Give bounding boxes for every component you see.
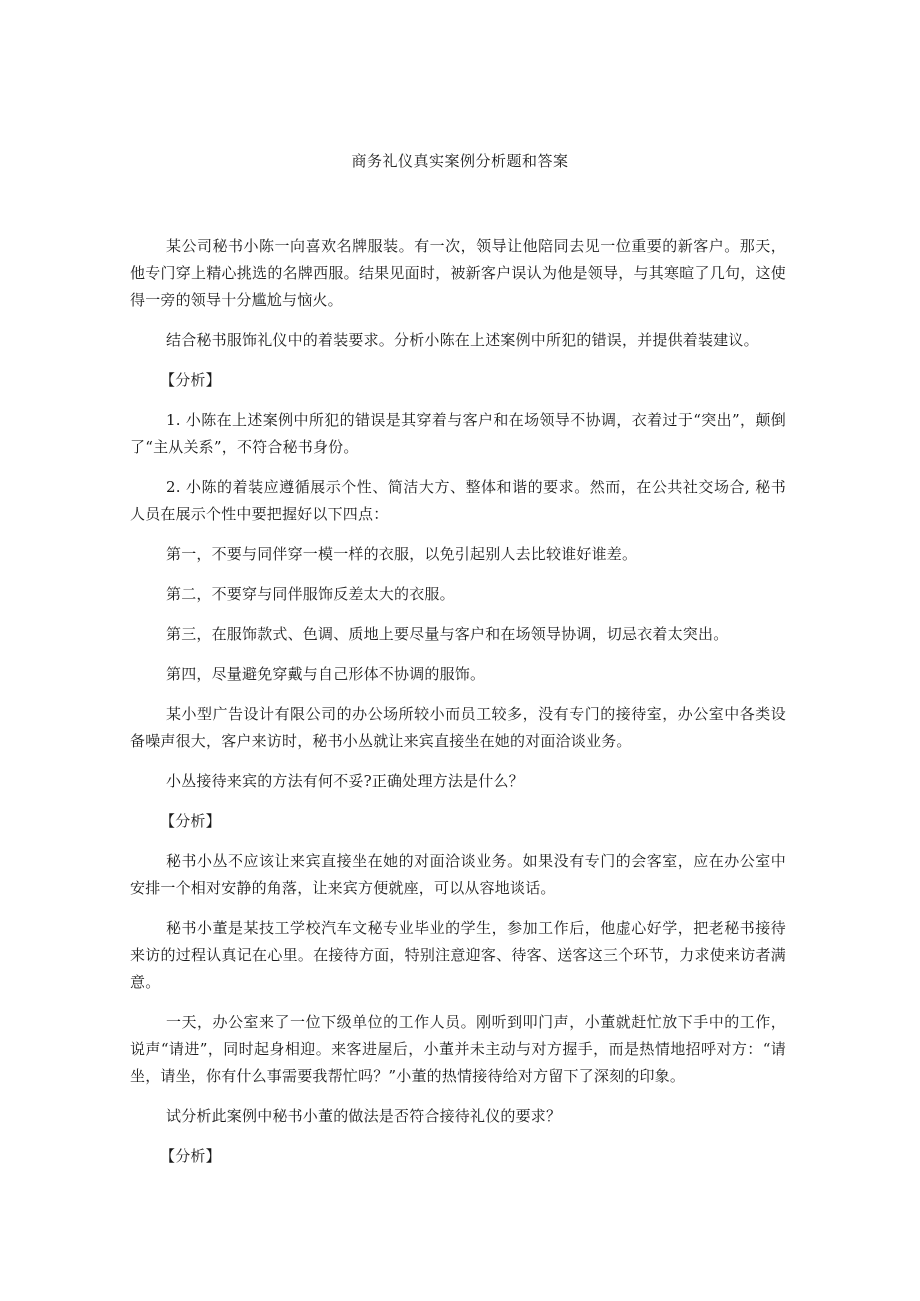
case3-paragraph-1: 秘书小董是某技工学校汽车文秘专业毕业的学生，参加工作后，他虚心好学，把老秘书接待来访的过程认真记在心里。在接待方面，特别注意迎客、待客、送客这三个环节，力求使来访者满意。 bbox=[130, 919, 786, 991]
case1-paragraph: 某公司秘书小陈一向喜欢名牌服装。有一次，领导让他陪同去见一位重要的新客户。那天，他专门穿上精心挑选的名牌西服。结果见面时，被新客户误认为他是领导，与其寒暄了几句，这使得一旁的领导十分尴尬与恼火。 bbox=[130, 237, 786, 309]
case3-analysis-heading: 【分析】 bbox=[160, 1147, 221, 1165]
case2-analysis-heading: 【分析】 bbox=[160, 812, 221, 830]
document-body bbox=[130, 233, 786, 1183]
case1-analysis-point-1: 1. 小陈在上述案例中所犯的错误是其穿着与客户和在场领导不协调，衣着过于“突出”，颠倒了“主从关系”，不符合秘书身份。 bbox=[130, 411, 786, 456]
case1-rule-4: 第四，尽量避免穿戴与自己形体不协调的服饰。 bbox=[166, 665, 486, 683]
case2-paragraph: 某小型广告设计有限公司的办公场所较小而员工较多，没有专门的接待室，办公室中各类设备噪声很大，客户来访时，秘书小丛就让来宾直接坐在她的对面洽谈业务。 bbox=[130, 705, 786, 750]
case1-analysis-point-2: 2. 小陈的着装应遵循展示个性、简洁大方、整体和谐的要求。然而，在公共社交场合, 秘书人员在展示个性中要把握好以下四点： bbox=[130, 478, 786, 523]
case1-rule-1: 第一，不要与同伴穿一模一样的衣服，以免引起别人去比较谁好谁差。 bbox=[166, 545, 638, 563]
case1-rule-3: 第三，在服饰款式、色调、质地上要尽量与客户和在场领导协调，切忌衣着太突出。 bbox=[166, 625, 729, 643]
case2-question: 小丛接待来宾的方法有何不妥?正确处理方法是什么？ bbox=[166, 772, 524, 790]
case1-analysis-heading: 【分析】 bbox=[160, 371, 221, 389]
case1-rule-2: 第二，不要穿与同伴服饰反差太大的衣服。 bbox=[166, 585, 455, 603]
case3-question: 试分析此案例中秘书小董的做法是否符合接待礼仪的要求？ bbox=[166, 1107, 562, 1125]
case1-question: 结合秘书服饰礼仪中的着装要求。分析小陈在上述案例中所犯的错误，并提供着装建议。 bbox=[166, 331, 759, 349]
case2-analysis: 秘书小丛不应该让来宾直接坐在她的对面洽谈业务。如果没有专门的会客室，应在办公室中安排一个相对安静的角落，让来宾方便就座，可以从容地谈话。 bbox=[130, 852, 786, 897]
case3-paragraph-2: 一天，办公室来了一位下级单位的工作人员。刚听到叩门声，小董就赶忙放下手中的工作，说声“请进”，同时起身相迎。来客进屋后，小董并未主动与对方握手，而是热情地招呼对方：“请坐，请坐，你有什么事需要我帮忙吗？”小董的热情接待给对方留下了深刻的印象。 bbox=[130, 1013, 786, 1085]
document-title: 商务礼仪真实案例分析题和答案 bbox=[351, 152, 569, 170]
